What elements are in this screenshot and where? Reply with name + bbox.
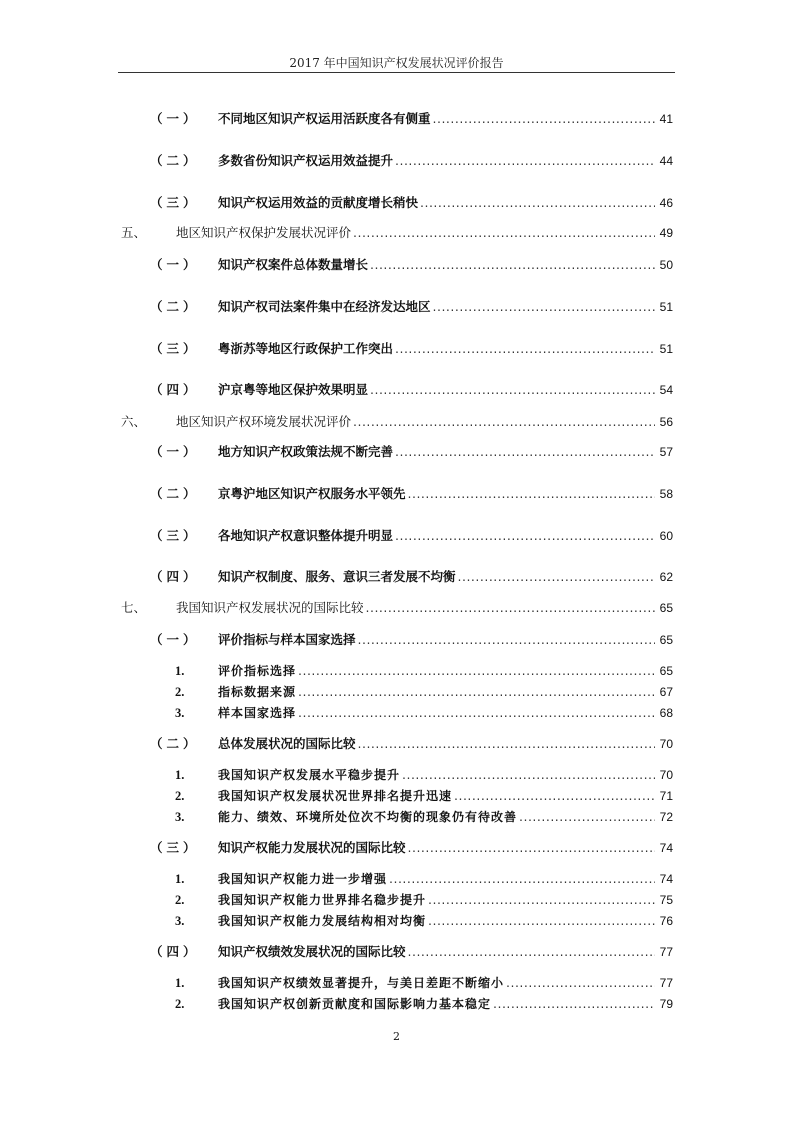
toc-entry-line <box>218 870 673 888</box>
dot-leader <box>506 974 655 992</box>
toc-entry-number: 2. <box>175 893 185 907</box>
toc-entry-page: 65 <box>659 633 673 647</box>
toc-entry-line <box>218 381 673 399</box>
toc-entry-number: 七、 <box>121 600 147 615</box>
toc-entry-page: 71 <box>659 789 673 803</box>
toc-entry-page: 46 <box>659 196 673 210</box>
toc-entry[interactable] <box>0 662 793 680</box>
toc-entry-page: 70 <box>659 768 673 782</box>
toc-entry-line <box>218 631 673 649</box>
toc-entry-line <box>218 340 673 358</box>
toc-entry-title: 我国知识产权能力进一步增强 <box>218 872 388 886</box>
toc-entry-page: 54 <box>659 383 673 397</box>
toc-entry-line <box>218 974 673 992</box>
toc-entry-page: 60 <box>659 529 673 543</box>
toc-entry[interactable] <box>0 599 793 617</box>
toc-entry-title: 地区知识产权环境发展状况评价 <box>176 414 352 429</box>
dot-leader <box>358 631 655 649</box>
dot-leader <box>358 735 655 753</box>
toc-entry-line <box>218 943 673 961</box>
toc-entry-number: （三） <box>150 840 200 855</box>
toc-entry-line <box>218 527 673 545</box>
toc-entry[interactable] <box>0 527 793 545</box>
toc-entry-number: 六、 <box>121 414 147 429</box>
dot-leader <box>408 943 655 961</box>
toc-entry-title: 京粤沪地区知识产权服务水平领先 <box>218 486 406 501</box>
toc-entry-line <box>218 891 673 909</box>
toc-entry-page: 74 <box>659 872 673 886</box>
toc-entry-title: 能力、绩效、环境所处位次不均衡的现象仍有待改善 <box>218 810 518 824</box>
toc-entry-number: 1. <box>175 768 185 782</box>
toc-entry[interactable] <box>0 735 793 753</box>
toc-entry-number: （二） <box>150 486 200 501</box>
toc-entry-title: 我国知识产权创新贡献度和国际影响力基本稳定 <box>218 997 492 1011</box>
toc-entry[interactable] <box>0 485 793 503</box>
toc-entry-line <box>218 152 673 170</box>
toc-entry-title: 我国知识产权绩效显著提升，与美日差距不断缩小 <box>218 976 505 990</box>
toc-entry-page: 44 <box>659 154 673 168</box>
toc-entry-number: （一） <box>150 111 200 126</box>
toc-entry-title: 我国知识产权发展水平稳步提升 <box>218 768 401 782</box>
toc-entry[interactable] <box>0 194 793 212</box>
toc-entry-number: （二） <box>150 736 200 751</box>
dot-leader <box>519 808 655 826</box>
dot-leader <box>395 443 655 461</box>
dot-leader <box>493 995 655 1013</box>
toc-entry-number: 2. <box>175 997 185 1011</box>
toc-entry-title: 多数省份知识产权运用效益提升 <box>218 153 394 168</box>
toc-entry-line <box>176 599 673 617</box>
toc-entry-page: 50 <box>659 258 673 272</box>
dot-leader <box>298 662 655 680</box>
toc-entry-line <box>218 110 673 128</box>
toc-entry[interactable] <box>0 974 793 992</box>
toc-entry-title: 我国知识产权能力世界排名稳步提升 <box>218 893 427 907</box>
toc-entry-number: 1. <box>175 872 185 886</box>
toc-entry-page: 65 <box>659 601 673 615</box>
toc-entry-line <box>218 683 673 701</box>
toc-entry[interactable] <box>0 808 793 826</box>
toc-entry-number: （一） <box>150 257 200 272</box>
toc-entry-number: （一） <box>150 632 200 647</box>
toc-entry[interactable] <box>0 704 793 722</box>
toc-entry-number: 2. <box>175 789 185 803</box>
toc-entry-line <box>218 485 673 503</box>
running-header: 2017 年中国知识产权发展状况评价报告 <box>289 56 504 70</box>
toc-entry-line <box>176 224 673 242</box>
dot-leader <box>454 787 655 805</box>
toc-entry-page: 58 <box>659 487 673 501</box>
toc-entry[interactable] <box>0 766 793 784</box>
toc-entry[interactable] <box>0 891 793 909</box>
toc-entry-number: （二） <box>150 299 200 314</box>
toc-entry-page: 51 <box>659 300 673 314</box>
dot-leader <box>366 599 655 617</box>
toc-entry-title: 知识产权能力发展状况的国际比较 <box>218 840 406 855</box>
toc-entry[interactable] <box>0 839 793 857</box>
toc-entry-page: 56 <box>659 415 673 429</box>
toc-entry-page: 70 <box>659 737 673 751</box>
dot-leader <box>402 766 655 784</box>
toc-entry-line <box>218 256 673 274</box>
toc-entry[interactable] <box>0 298 793 316</box>
toc-entry-page: 79 <box>659 997 673 1011</box>
toc-entry[interactable] <box>0 224 793 242</box>
toc-entry-line <box>218 568 673 586</box>
dot-leader <box>395 527 655 545</box>
toc-entry-number: （一） <box>150 444 200 459</box>
toc-entry[interactable] <box>0 683 793 701</box>
page-number: 2 <box>393 1030 400 1043</box>
toc-entry-line <box>218 298 673 316</box>
toc-entry-title: 地方知识产权政策法规不断完善 <box>218 444 394 459</box>
toc-entry[interactable] <box>0 631 793 649</box>
dot-leader <box>458 568 655 586</box>
toc-entry-page: 76 <box>659 914 673 928</box>
toc-entry-title: 地区知识产权保护发展状况评价 <box>176 225 352 240</box>
toc-entry[interactable] <box>0 870 793 888</box>
toc-entry-title: 指标数据来源 <box>218 685 297 699</box>
dot-leader <box>433 110 655 128</box>
toc-entry-line <box>218 735 673 753</box>
toc-entry-number: 五、 <box>121 225 147 240</box>
dot-leader <box>420 194 655 212</box>
dot-leader <box>389 870 655 888</box>
toc-entry-page: 41 <box>659 112 673 126</box>
toc-entry-line <box>218 662 673 680</box>
toc-entry-title: 我国知识产权能力发展结构相对均衡 <box>218 914 427 928</box>
toc-entry-page: 68 <box>659 706 673 720</box>
toc-entry-line <box>218 704 673 722</box>
dot-leader <box>298 683 655 701</box>
toc-entry[interactable] <box>0 443 793 461</box>
toc-entry-line <box>218 912 673 930</box>
toc-entry-number: （四） <box>150 944 200 959</box>
dot-leader <box>408 839 655 857</box>
toc-entry[interactable] <box>0 381 793 399</box>
dot-leader <box>428 891 655 909</box>
toc-entry-number: （三） <box>150 195 200 210</box>
toc-entry-number: （三） <box>150 528 200 543</box>
dot-leader <box>353 224 655 242</box>
toc-entry-number: （四） <box>150 569 200 584</box>
toc-entry-title: 知识产权司法案件集中在经济发达地区 <box>218 299 431 314</box>
dot-leader <box>408 485 655 503</box>
toc-entry-page: 51 <box>659 342 673 356</box>
toc-entry[interactable] <box>0 943 793 961</box>
toc-entry-title: 样本国家选择 <box>218 706 297 720</box>
toc-entry-number: 1. <box>175 664 185 678</box>
toc-entry-title: 不同地区知识产权运用活跃度各有侧重 <box>218 111 431 126</box>
toc-entry-page: 57 <box>659 445 673 459</box>
toc-entry-title: 我国知识产权发展状况的国际比较 <box>176 600 364 615</box>
toc-entry-number: 1. <box>175 976 185 990</box>
toc-entry-line <box>218 808 673 826</box>
toc-entry-line <box>218 443 673 461</box>
toc-entry-page: 77 <box>659 945 673 959</box>
dot-leader <box>298 704 655 722</box>
toc-entry-title: 总体发展状况的国际比较 <box>218 736 356 751</box>
toc-entry-page: 49 <box>659 226 673 240</box>
toc-entry[interactable] <box>0 340 793 358</box>
toc-entry-title: 知识产权运用效益的贡献度增长稍快 <box>218 195 419 210</box>
toc-entry-number: 3. <box>175 706 185 720</box>
toc-entry-page: 77 <box>659 976 673 990</box>
dot-leader <box>353 413 655 431</box>
toc-entry-title: 知识产权制度、服务、意识三者发展不均衡 <box>218 569 456 584</box>
toc-entry-number: 3. <box>175 914 185 928</box>
toc-entry[interactable] <box>0 256 793 274</box>
toc-entry-title: 评价指标选择 <box>218 664 297 678</box>
toc-entry-number: 3. <box>175 810 185 824</box>
toc-entry[interactable] <box>0 413 793 431</box>
toc-entry-line <box>176 413 673 431</box>
toc-entry[interactable] <box>0 152 793 170</box>
toc-entry-page: 75 <box>659 893 673 907</box>
toc-entry-page: 67 <box>659 685 673 699</box>
toc-entry-line <box>218 839 673 857</box>
dot-leader <box>395 152 655 170</box>
toc-entry-title: 粤浙苏等地区行政保护工作突出 <box>218 341 394 356</box>
toc-entry-line <box>218 995 673 1013</box>
toc-entry[interactable] <box>0 110 793 128</box>
dot-leader <box>433 298 655 316</box>
toc-entry-title: 我国知识产权发展状况世界排名提升迅速 <box>218 789 453 803</box>
toc-entry-line <box>218 787 673 805</box>
toc-entry[interactable] <box>0 995 793 1013</box>
toc-entry-line <box>218 766 673 784</box>
toc-entry-number: （四） <box>150 382 200 397</box>
toc-entry[interactable] <box>0 912 793 930</box>
dot-leader <box>428 912 655 930</box>
toc-entry-page: 74 <box>659 841 673 855</box>
toc-entry-title: 各地知识产权意识整体提升明显 <box>218 528 394 543</box>
toc-entry-number: （二） <box>150 153 200 168</box>
toc-entry-title: 知识产权绩效发展状况的国际比较 <box>218 944 406 959</box>
toc-entry-title: 评价指标与样本国家选择 <box>218 632 356 647</box>
toc-entry[interactable] <box>0 568 793 586</box>
toc-entry-page: 72 <box>659 810 673 824</box>
toc-entry-title: 知识产权案件总体数量增长 <box>218 257 369 272</box>
toc-entry-page: 65 <box>659 664 673 678</box>
toc-entry-number: 2. <box>175 685 185 699</box>
dot-leader <box>395 340 655 358</box>
toc-entry-number: （三） <box>150 341 200 356</box>
toc-entry[interactable] <box>0 787 793 805</box>
dot-leader <box>370 381 655 399</box>
toc-entry-line <box>218 194 673 212</box>
toc-entry-page: 62 <box>659 570 673 584</box>
dot-leader <box>370 256 655 274</box>
toc-entry-title: 沪京粤等地区保护效果明显 <box>218 382 369 397</box>
